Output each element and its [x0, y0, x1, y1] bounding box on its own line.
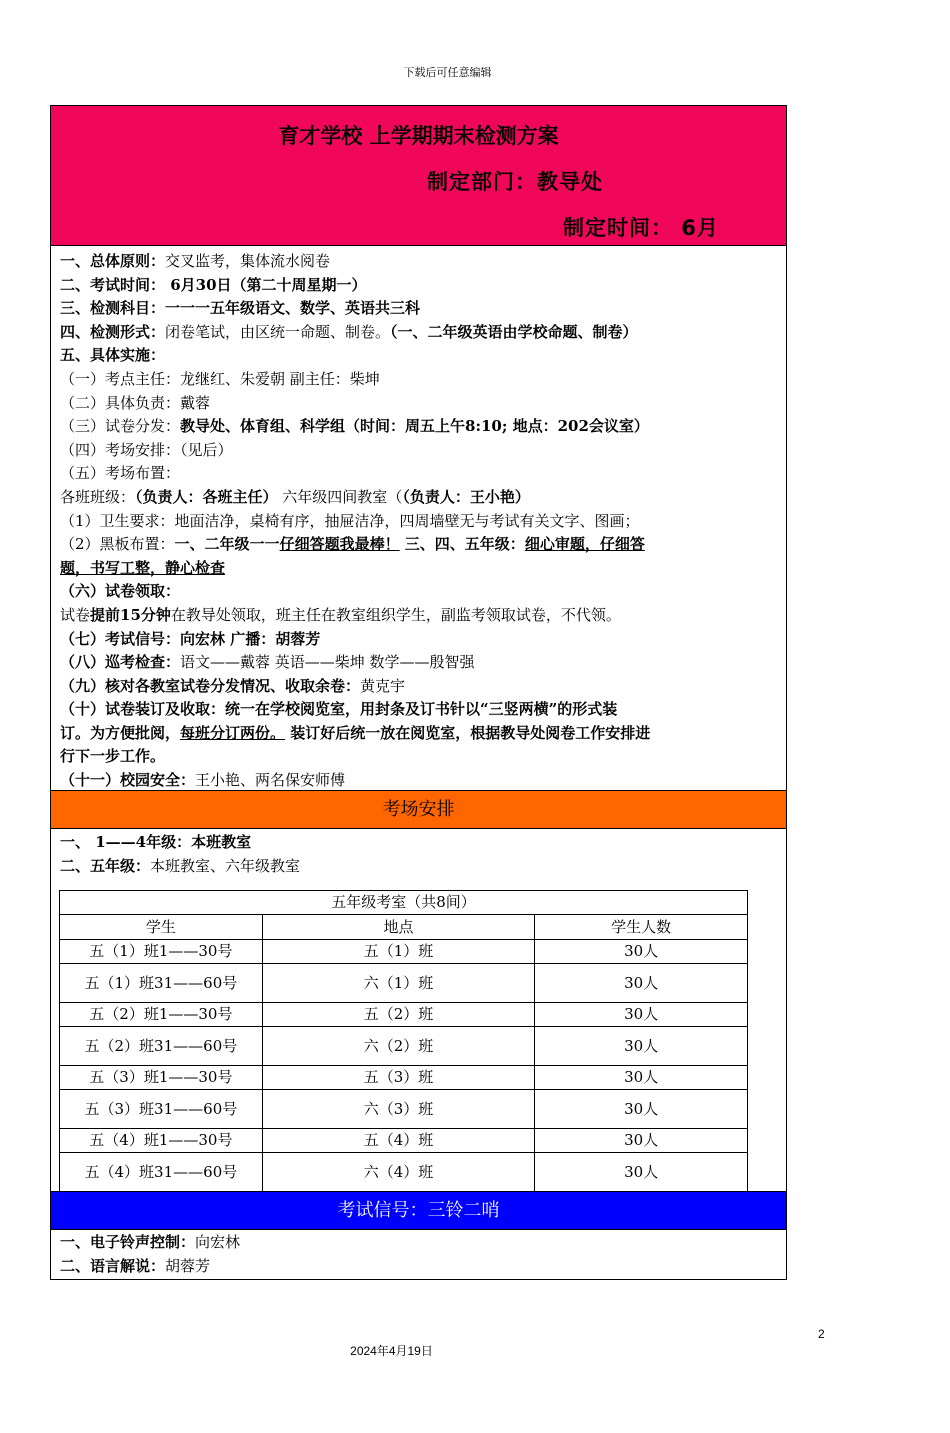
cell-count: 30人 — [535, 1090, 748, 1129]
line-check: （九）核对各教室试卷分发情况、收取余卷：黄克宇 — [60, 676, 406, 695]
signal-line-2: 二、语言解说：胡蓉芳 — [60, 1257, 211, 1275]
header-count: 学生人数 — [535, 915, 748, 940]
cell-student: 五（1）班1——30号 — [60, 940, 263, 964]
line-binding: （十）试卷装订及收取：统一在学校阅览室，用封条及订书针以“三竖两横”的形式装 — [60, 700, 618, 719]
plan-frame — [50, 105, 787, 1280]
footer-date: 2024年4月19日 — [350, 1344, 433, 1358]
line-classes: 各班班级：（负责人：各班主任） 六年级四间教室（（负责人：王小艳） — [60, 487, 530, 506]
room-table — [59, 890, 748, 1192]
line-collect-detail: 试卷提前15分钟在教导处领取，班主任在教室组织学生，副监考领取试卷，不代领。 — [60, 605, 621, 624]
page-number: 2 — [818, 1327, 825, 1341]
cell-location: 六（2）班 — [262, 1027, 535, 1066]
table-row — [60, 1066, 748, 1090]
table-row — [60, 940, 748, 964]
table-row — [60, 964, 748, 1003]
cell-student: 五（3）班1——30号 — [60, 1066, 263, 1090]
cell-count: 30人 — [535, 1066, 748, 1090]
table-row — [60, 1153, 748, 1192]
table-header-row — [60, 915, 748, 940]
cell-student: 五（4）班1——30号 — [60, 1129, 263, 1153]
line-binding-cont: 订。为方便批阅，每班分订两份。 装订好后统一放在阅览室，根据教导处阅卷工作安排进 — [60, 723, 651, 742]
cell-location: 六（3）班 — [262, 1090, 535, 1129]
line-arrangement: （四）考场安排：（见后） — [60, 440, 233, 459]
line-patrol: （八）巡考检查：语文——戴蓉 英语——柴坤 数学——殷智强 — [60, 653, 475, 672]
cell-location: 五（4）班 — [262, 1129, 535, 1153]
cell-student: 五（3）班31——60号 — [60, 1090, 263, 1129]
line-signal: （七）考试信号：向宏林 广播：胡蓉芳 — [60, 629, 321, 648]
signal-line-1: 一、电子铃声控制：向宏林 — [60, 1233, 241, 1251]
time-line: 制定时间： 6月 — [563, 216, 719, 240]
table-row — [60, 1003, 748, 1027]
cell-count: 30人 — [535, 1129, 748, 1153]
table-row — [60, 1027, 748, 1066]
cell-location: 五（2）班 — [262, 1003, 535, 1027]
line-time: 二、考试时间： 6月30日（第二十周星期一） — [60, 275, 367, 294]
cell-count: 30人 — [535, 1027, 748, 1066]
page-title: 育才学校 上学期期末检测方案 — [278, 124, 559, 148]
cell-location: 五（3）班 — [262, 1066, 535, 1090]
header-location: 地点 — [262, 915, 535, 940]
line-form: 四、检测形式：闭卷笔试，由区统一命题、制卷。（一、二年级英语由学校命题、制卷） — [60, 322, 638, 341]
dept-line: 制定部门：教导处 — [427, 170, 603, 194]
line-layout: （五）考场布置： — [60, 464, 181, 483]
line-director: （一）考点主任：龙继红、朱爱朝 副主任：柴坤 — [60, 369, 380, 388]
table-caption: 五年级考室（共8间） — [60, 891, 748, 915]
cell-count: 30人 — [535, 1003, 748, 1027]
line-distribution: （三）试卷分发：教导处、体育组、科学组（时间：周五上午8:10; 地点：202会议室） — [60, 417, 649, 436]
signal-section — [60, 1230, 240, 1278]
cell-student: 五（2）班1——30号 — [60, 1003, 263, 1027]
line-safety: （十一）校园安全：王小艳、两名保安师傅 — [60, 771, 346, 790]
implementation-section — [51, 246, 786, 789]
cell-count: 30人 — [535, 964, 748, 1003]
line-implementation: 五、具体实施： — [60, 346, 166, 365]
line-subjects: 三、检测科目：一一一五年级语文、数学、英语共三科 — [60, 299, 421, 318]
line-collect: （六）试卷领取： — [60, 582, 181, 601]
cell-student: 五（4）班31——60号 — [60, 1153, 263, 1192]
line-binding-end: 行下一步工作。 — [60, 747, 166, 766]
cell-student: 五（1）班31——60号 — [60, 964, 263, 1003]
header-note: 下载后可任意编辑 — [403, 67, 492, 79]
line-hygiene: （1）卫生要求：地面洁净，桌椅有序，抽屉洁净，四周墙壁无与考试有关文字、图画； — [60, 511, 640, 530]
cell-student: 五（2）班31——60号 — [60, 1027, 263, 1066]
room-summary — [60, 830, 300, 878]
cell-count: 30人 — [535, 1153, 748, 1192]
line-blackboard: （2）黑板布置：一、二年级一一仔细答题我最棒！ 三、四、五年级：细心审题，仔细答 — [60, 535, 645, 554]
cell-location: 五（1）班 — [262, 940, 535, 964]
table-row — [60, 1129, 748, 1153]
table-caption-row — [60, 891, 748, 915]
cell-location: 六（4）班 — [262, 1153, 535, 1192]
header-student: 学生 — [60, 915, 263, 940]
section-band-signal: 考试信号：三铃二哨 — [51, 1191, 786, 1230]
line-principle: 一、总体原则：交叉监考，集体流水阅卷 — [60, 252, 331, 270]
room-line-1: 一、 1——4年级：本班教室 — [60, 833, 252, 851]
room-line-2: 二、五年级：本班教室、六年级教室 — [60, 857, 301, 875]
line-blackboard-cont: 题，书写工整，静心检查 — [60, 558, 226, 577]
title-band — [51, 106, 786, 246]
cell-count: 30人 — [535, 940, 748, 964]
line-responsible: （二）具体负责：戴蓉 — [60, 393, 211, 412]
cell-location: 六（1）班 — [262, 964, 535, 1003]
section-band-exam-rooms: 考场安排 — [51, 790, 786, 829]
table-row — [60, 1090, 748, 1129]
